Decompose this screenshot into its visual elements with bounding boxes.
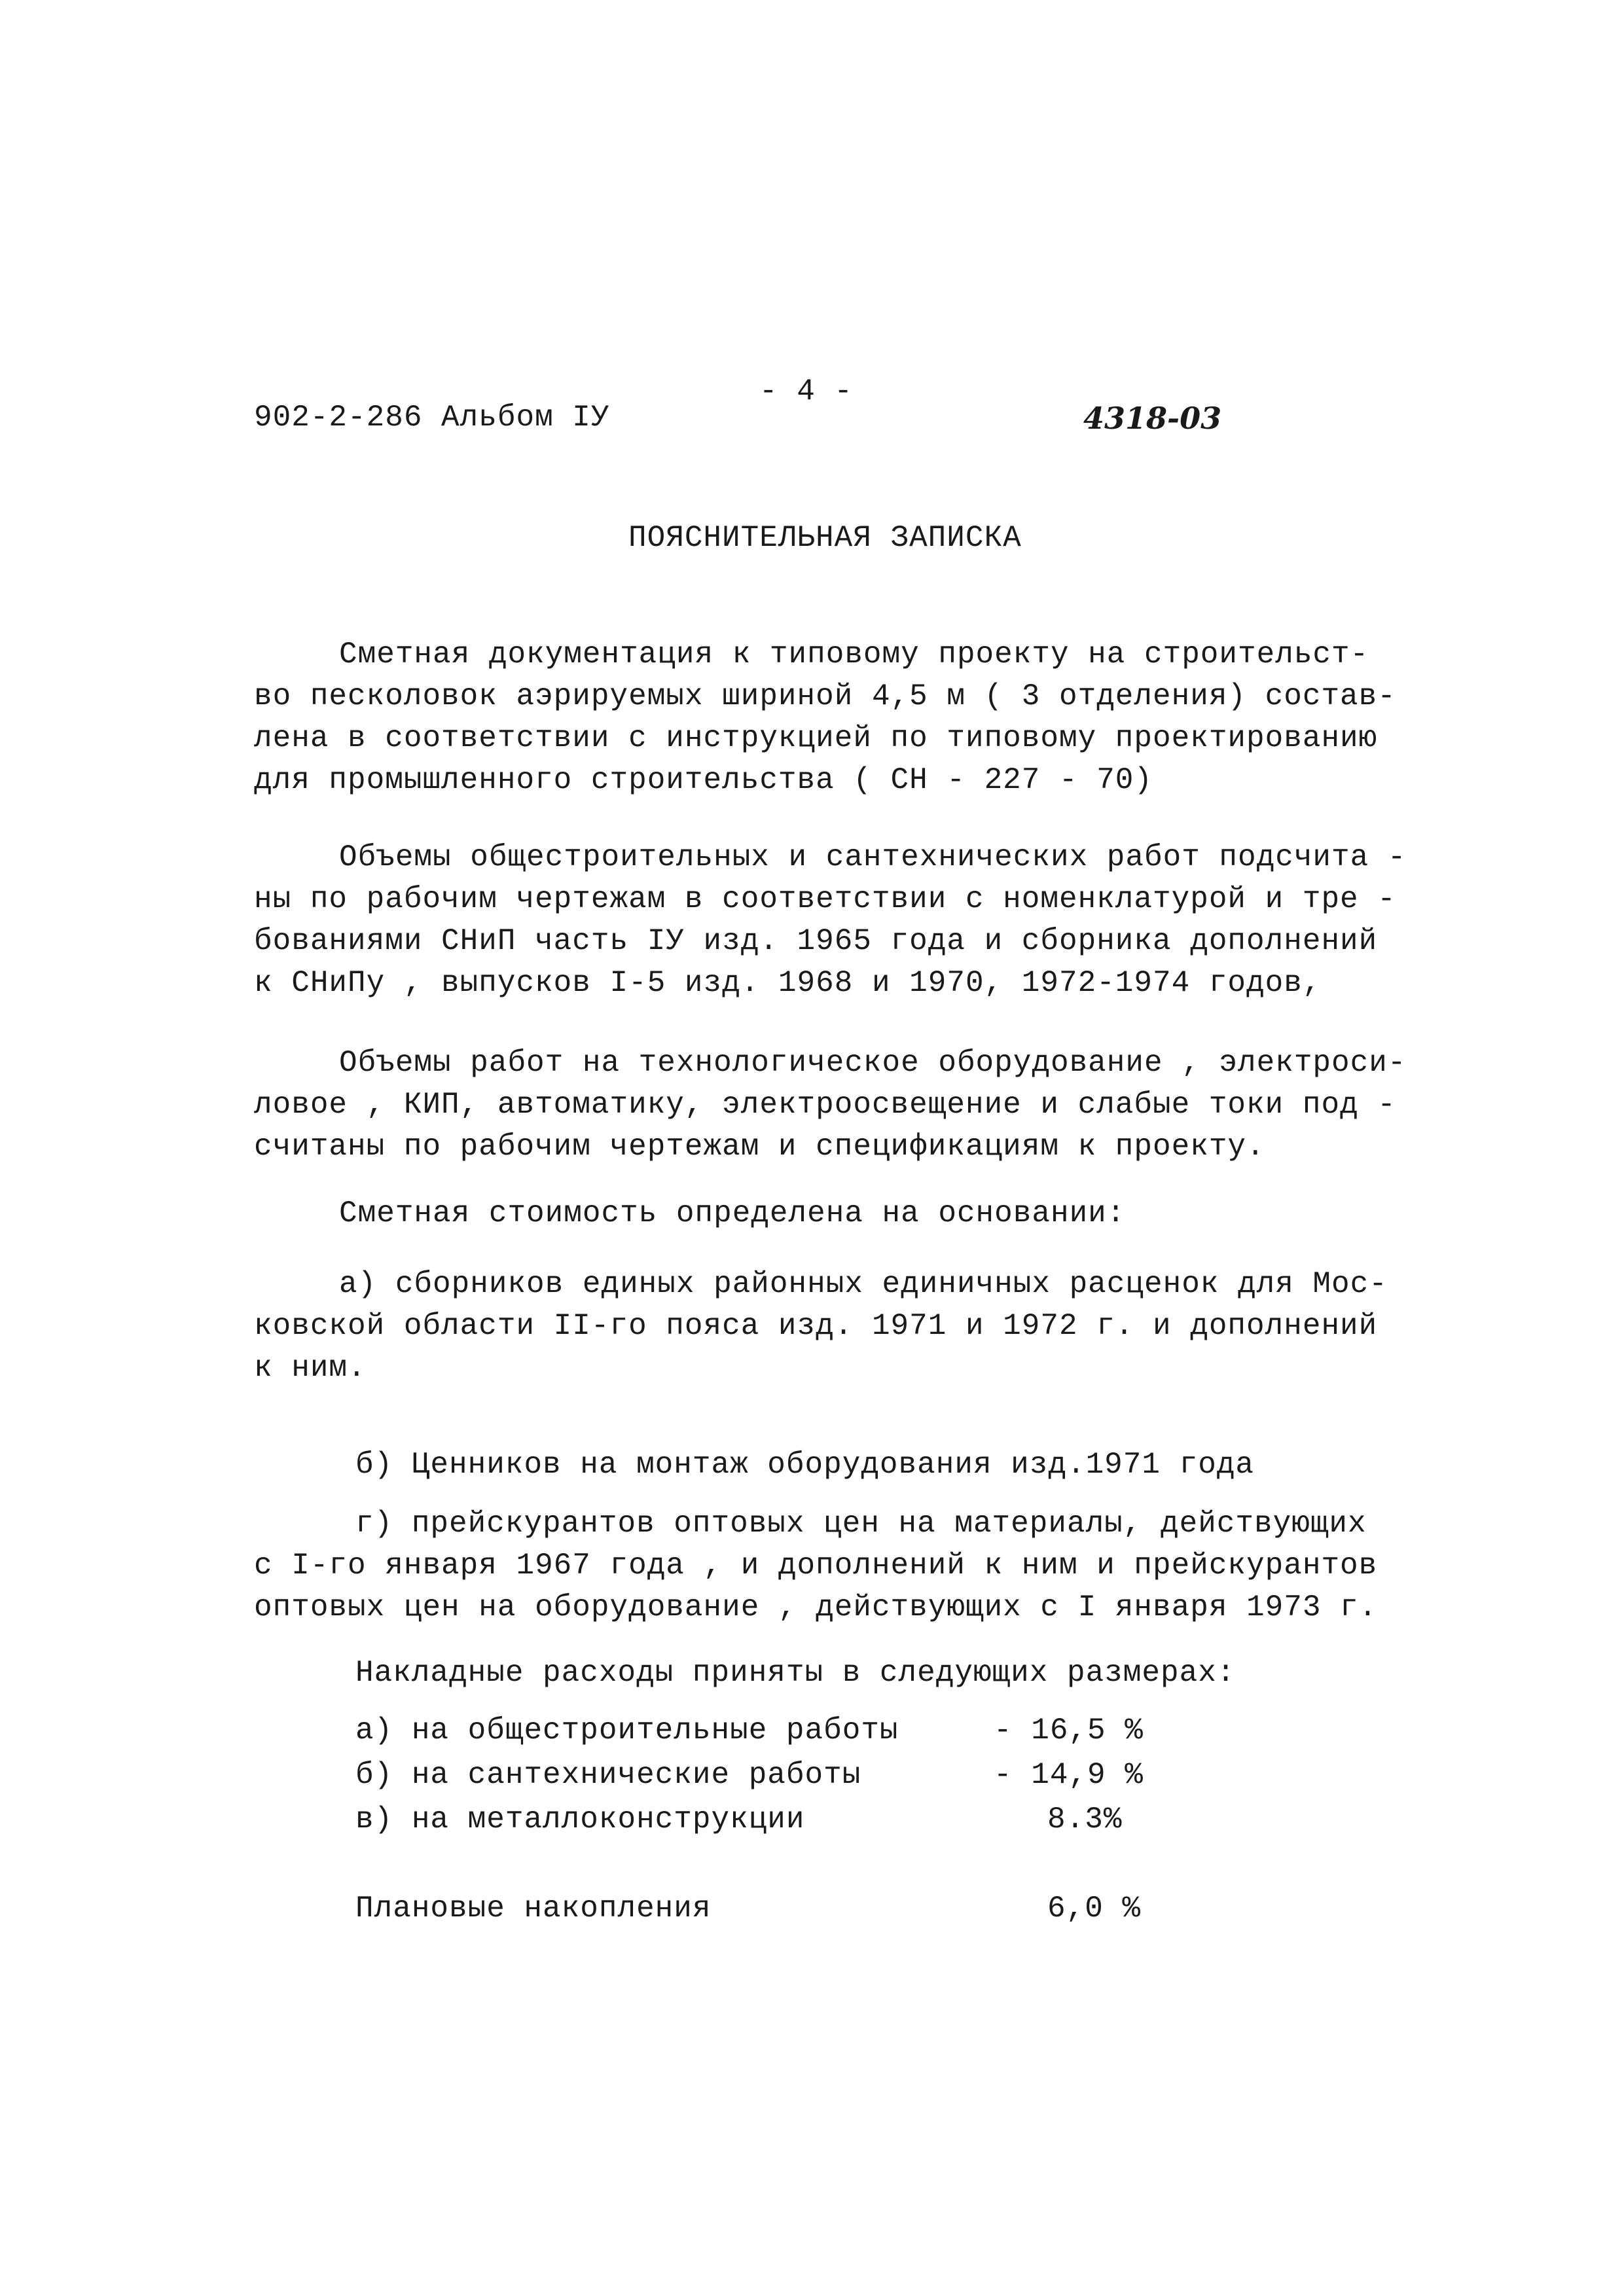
text-line: Объемы общестроительных и сантехнических работ подсчита - <box>339 840 1407 874</box>
inventory-number: 4318-03 <box>1083 401 1222 436</box>
text-line: Накладные расходы приняты в следующих размерах: <box>355 1656 1236 1690</box>
text-line: ловое , КИП, автоматику, электроосвещение и слабые токи под - <box>254 1088 1396 1122</box>
page-title: ПОЯСНИТЕЛЬНАЯ ЗАПИСКА <box>628 521 1022 555</box>
text-line: для промышленного строительства ( СН - 227 - 70) <box>254 763 1153 797</box>
text-line: ны по рабочим чертежам в соответствии с номенклатурой и тре - <box>254 882 1396 916</box>
paragraph-5 <box>254 1263 1388 1389</box>
text-line: б) Ценников на монтаж оборудования изд.1971 года <box>355 1448 1255 1482</box>
text-line: г) прейскурантов оптовых цен на материалы, действующих <box>355 1507 1367 1541</box>
overhead-value: - 16,5 % <box>994 1713 1144 1748</box>
paragraph-1 <box>254 634 1396 801</box>
planned-savings-label: Плановые накопления <box>355 1892 712 1926</box>
text-line: оптовых цен на оборудование , действующих с I января 1973 г. <box>254 1590 1378 1624</box>
text-line: лена в соответствии с инструкцией по типовому проектированию <box>254 721 1378 755</box>
text-line: к СНиПу , выпусков I-5 изд. 1968 и 1970, 1972-1974 годов, <box>254 966 1322 1000</box>
planned-savings-value: 6,0 % <box>1047 1892 1142 1926</box>
text-line: Объемы работ на технологическое оборудование , электроси- <box>339 1046 1407 1080</box>
text-line: во песколовок аэрируемых шириной 4,5 м ( 3 отделения) состав- <box>254 679 1396 713</box>
text-line: бованиями СНиП часть IУ изд. 1965 года и сборника дополнений <box>254 924 1378 958</box>
paragraph-8 <box>254 1652 1380 1694</box>
paragraph-2 <box>254 836 1407 1004</box>
overhead-label: а) на общестроительные работы <box>355 1713 899 1748</box>
paragraph-7 <box>254 1503 1380 1628</box>
text-line: ковской области II-го пояса изд. 1971 и 1972 г. и дополнений <box>254 1309 1378 1343</box>
text-line: Сметная документация к типовому проекту на строительст- <box>339 637 1369 672</box>
paragraph-4 <box>254 1193 1380 1234</box>
overhead-value: - 14,9 % <box>994 1758 1144 1792</box>
text-line: к ним. <box>254 1351 367 1385</box>
document-code: 902-2-286 Альбом IУ <box>254 401 610 435</box>
paragraph-6 <box>254 1444 1380 1486</box>
overhead-label: б) на сантехнические работы <box>355 1758 861 1792</box>
overhead-value: 8.3% <box>1047 1803 1123 1837</box>
text-line: а) сборников единых районных единичных расценок для Мос- <box>339 1267 1388 1301</box>
page-number: - 4 - <box>759 374 854 408</box>
text-line: с I-го января 1967 года , и дополнений к ним и прейскурантов <box>254 1549 1378 1583</box>
text-line: считаны по рабочим чертежам и спецификациям к проекту. <box>254 1130 1265 1164</box>
overhead-label: в) на металлоконструкции <box>355 1803 805 1837</box>
text-line: Сметная стоимость определена на основании: <box>339 1196 1126 1230</box>
paragraph-3 <box>254 1042 1407 1168</box>
